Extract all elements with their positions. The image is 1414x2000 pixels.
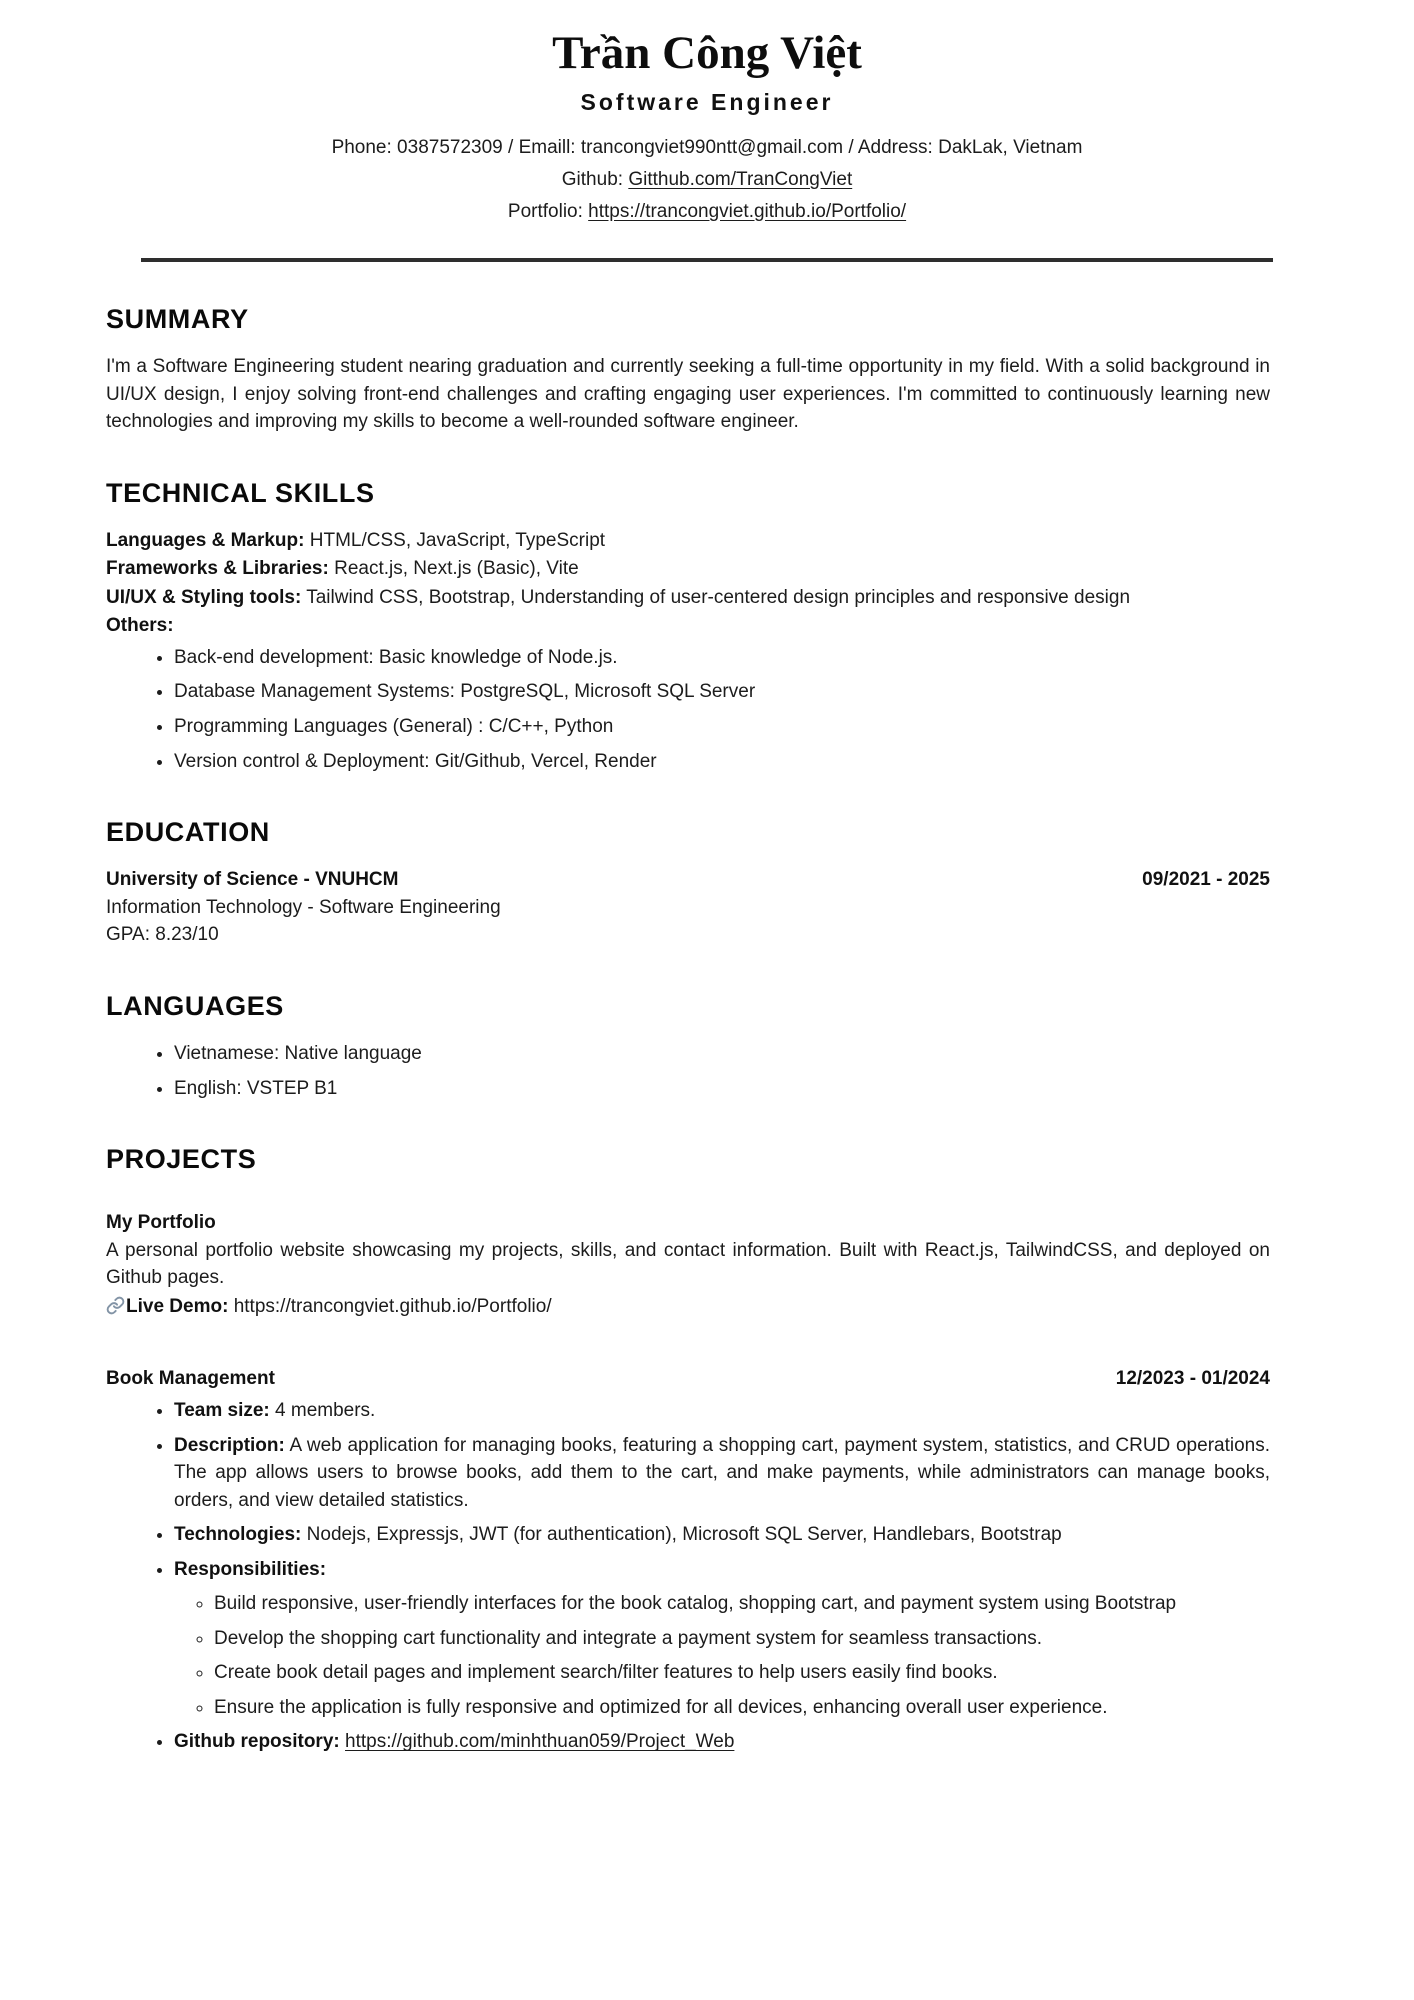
project-description: A personal portfolio website showcasing my projects, skills, and contact information. Built with React.js, TailwindCSS, and deployed on Github pages. <box>106 1239 1270 1289</box>
link-icon <box>106 1296 125 1324</box>
education-major: Information Technology - Software Engineering <box>106 896 501 918</box>
list-item: • English: VSTEP B1 <box>174 1075 1270 1103</box>
live-demo-label: Live Demo: <box>126 1295 229 1317</box>
project-portfolio <box>106 1209 1270 1323</box>
summary-heading: SUMMARY <box>106 303 249 334</box>
header-divider <box>141 258 1273 262</box>
languages-heading: LANGUAGES <box>106 990 284 1021</box>
project-book <box>106 1365 1270 1756</box>
project-title: Book Management <box>106 1368 275 1390</box>
book-details-list <box>106 1397 1270 1756</box>
section-skills <box>106 474 1270 776</box>
education-row <box>106 866 1270 894</box>
section-education <box>106 813 1270 949</box>
live-demo-line <box>106 1293 1270 1324</box>
responsibilities-item: • Responsibilities: ◦ Build responsive, user-friendly interfaces for the book catalog, shopping cart, and payment system using Bootstrap ◦ Develop the shopping cart functionality and integrate a payment system for seamless transactions. ◦ Create book detail pages and implement search/filter features to help users easily find books. ◦ Ensure the application is fully responsive and optimized for all devices, enhancing overall user experience. <box>174 1556 1270 1722</box>
responsibilities-list <box>174 1590 1270 1721</box>
repo-link[interactable]: https://github.com/minhthuan059/Project_Web <box>345 1731 735 1753</box>
skills-heading: TECHNICAL SKILLS <box>106 477 375 508</box>
list-item: ◦ Ensure the application is fully responsive and optimized for all devices, enhancing overall user experience. <box>214 1694 1270 1722</box>
list-item: • Programming Languages (General) : C/C++, Python <box>174 713 1270 741</box>
skill-value: Tailwind CSS, Bootstrap, Understanding of user-centered design principles and responsive design <box>306 586 1131 608</box>
education-gpa: GPA: 8.23/10 <box>106 924 219 946</box>
header <box>0 24 1414 262</box>
section-projects <box>106 1140 1270 1756</box>
repo-item: • Github repository: https://github.com/minhthuan059/Project_Web <box>174 1728 1270 1756</box>
education-dates: 09/2021 - 2025 <box>1142 869 1270 891</box>
technologies-item: • Technologies: Nodejs, Expressjs, JWT (for authentication), Microsoft SQL Server, Handlebars, Bootstrap <box>174 1521 1270 1549</box>
list-item: ◦ Develop the shopping cart functionality and integrate a payment system for seamless transactions. <box>214 1625 1270 1653</box>
skill-value: HTML/CSS, JavaScript, TypeScript <box>309 529 606 551</box>
list-item: • Version control & Deployment: Git/Github, Vercel, Render <box>174 748 1270 776</box>
skill-label: UI/UX & Styling tools: <box>106 586 302 608</box>
skill-row <box>106 584 1270 612</box>
skill-row <box>106 527 1270 555</box>
section-summary <box>106 300 1270 436</box>
skill-label: Frameworks & Libraries: <box>106 558 329 580</box>
live-demo-url[interactable]: https://trancongviet.github.io/Portfolio/ <box>233 1295 552 1317</box>
github-link[interactable]: Gitthub.com/TranCongViet <box>628 169 853 190</box>
description-item: • Description: A web application for managing books, featuring a shopping cart, payment system, statistics, and CRUD operations. The app allows users to browse books, add them to the cart, and make payments, while administrators can manage books, orders, and view detailed statistics. <box>174 1432 1270 1515</box>
portfolio-link[interactable]: https://trancongviet.github.io/Portfolio/ <box>588 200 907 222</box>
job-title: Software Engineer <box>580 88 834 115</box>
portfolio-label: Portfolio: <box>507 200 583 222</box>
project-title: My Portfolio <box>106 1212 216 1234</box>
list-item: • Vietnamese: Native language <box>174 1040 1270 1068</box>
skill-value: React.js, Next.js (Basic), Vite <box>334 558 579 580</box>
section-languages <box>106 987 1270 1102</box>
list-item: ◦ Build responsive, user-friendly interfaces for the book catalog, shopping cart, and payment system using Bootstrap <box>214 1590 1270 1618</box>
github-line <box>0 164 1414 196</box>
portfolio-line <box>0 196 1414 228</box>
others-label: Others: <box>106 615 174 637</box>
languages-list <box>106 1040 1270 1102</box>
projects-heading: PROJECTS <box>106 1144 257 1175</box>
skill-label: Languages & Markup: <box>106 529 305 551</box>
team-size-item: • Team size: 4 members. <box>174 1397 1270 1425</box>
contact-block <box>0 132 1414 228</box>
list-item: • Database Management Systems: PostgreSQL, Microsoft SQL Server <box>174 678 1270 706</box>
education-heading: EDUCATION <box>106 817 270 848</box>
person-name: Trần Công Việt <box>552 27 862 79</box>
summary-text: I'm a Software Engineering student nearing graduation and currently seeking a full-time opportunity in my field. With a solid background in UI/UX design, I enjoy solving front-end challenges and crafting engaging user experiences. I'm committed to continuously learning new technologies and improving my skills to become a well-rounded software engineer. <box>106 355 1270 433</box>
project-title-row <box>106 1365 1270 1393</box>
school-name: University of Science - VNUHCM <box>106 869 399 891</box>
contact-line: Phone: 0387572309 / Emaill: trancongviet990ntt@gmail.com / Address: DakLak, Vietnam <box>331 137 1083 159</box>
github-label: Github: <box>561 169 624 190</box>
skill-row <box>106 555 1270 583</box>
list-item: ◦ Create book detail pages and implement search/filter features to help users easily find books. <box>214 1659 1270 1687</box>
project-dates: 12/2023 - 01/2024 <box>1115 1368 1270 1390</box>
list-item: • Back-end development: Basic knowledge of Node.js. <box>174 644 1270 672</box>
others-list <box>106 644 1270 775</box>
